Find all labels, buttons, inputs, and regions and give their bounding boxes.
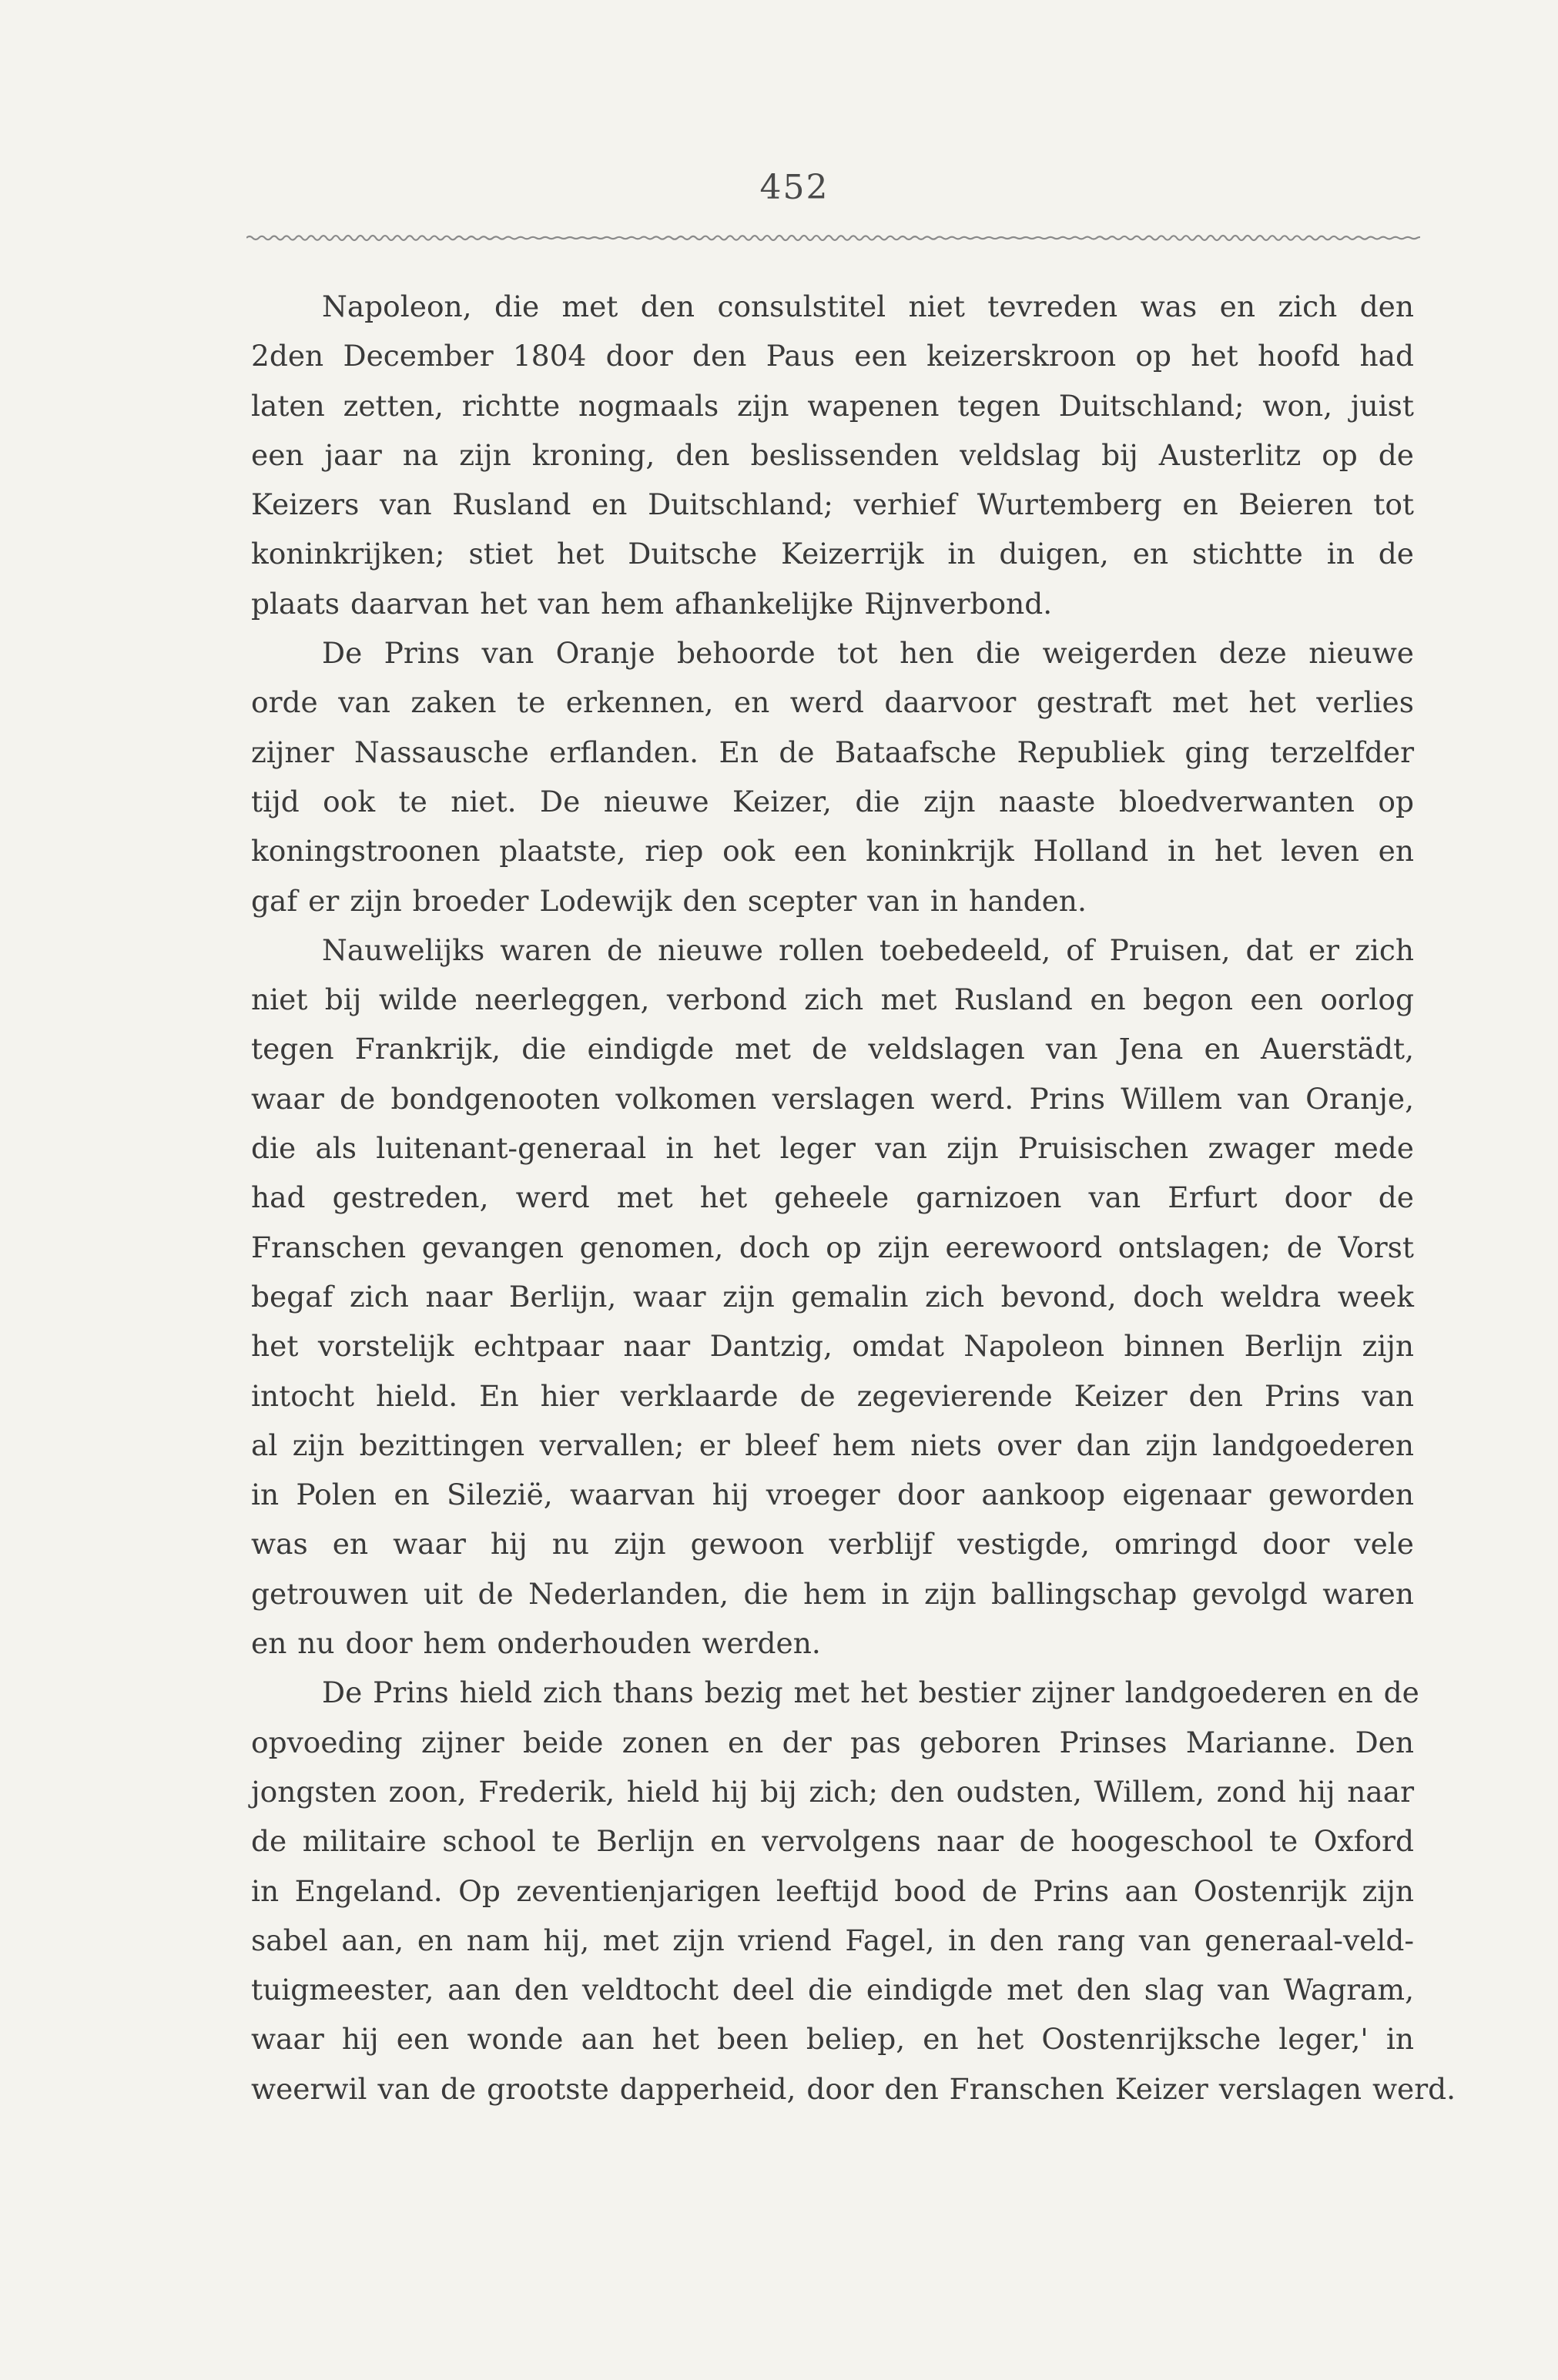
- paragraph-2: [251, 628, 1414, 926]
- text-line: Nauwelijks waren de nieuwe rollen toebedeeld, of Pruisen, dat er zich: [322, 932, 1414, 967]
- paragraph-3: [251, 926, 1414, 1668]
- paragraph-1: [251, 282, 1414, 628]
- text-line: in Polen en Silezië, waarvan hij vroeger door aankoop eigenaar geworden: [251, 1478, 1414, 1512]
- text-line: 2den December 1804 door den Paus een keizerskroon op het hoofd had: [251, 339, 1414, 373]
- text-line: niet bij wilde neerleggen, verbond zich met Rusland en begon een oorlog: [251, 982, 1414, 1017]
- text-line: die als luitenant-generaal in het leger van zijn Pruisischen zwager mede: [251, 1131, 1414, 1166]
- wavy-rule-icon: [246, 228, 1420, 248]
- text-line: laten zetten, richtte nogmaals zijn wapenen tegen Duitschland; won, juist: [251, 388, 1414, 423]
- text-line: gaf er zijn broeder Lodewijk den scepter van in handen.: [251, 883, 1087, 918]
- text-line: begaf zich naar Berlijn, waar zijn gemalin zich bevond, doch weldra week: [251, 1279, 1414, 1314]
- text-line: waar hij een wonde aan het been beliep, en het Oostenrijksche leger,' in: [251, 2022, 1414, 2057]
- text-line: De Prins van Oranje behoorde tot hen die weigerden deze nieuwe: [322, 636, 1414, 671]
- text-line: sabel aan, en nam hij, met zijn vriend Fagel, in den rang van generaal-veld-: [251, 1923, 1414, 1957]
- page-number: 452: [759, 168, 829, 207]
- text-line: in Engeland. Op zeventienjarigen leeftijd bood de Prins aan Oostenrijk zijn: [251, 1873, 1414, 1908]
- text-line: jongsten zoon, Frederik, hield hij bij zich; den oudsten, Willem, zond hij naar: [251, 1774, 1414, 1809]
- text-line: tijd ook te niet. De nieuwe Keizer, die zijn naaste bloedverwanten op: [251, 784, 1414, 818]
- text-line: de militaire school te Berlijn en vervolgens naar de hoogeschool te Oxford: [251, 1824, 1414, 1859]
- text-line: was en waar hij nu zijn gewoon verblijf vestigde, omringd door vele: [251, 1527, 1414, 1562]
- text-line: plaats daarvan het van hem afhankelijke Rijnverbond.: [251, 586, 1053, 621]
- text-line: orde van zaken te erkennen, en werd daarvoor gestraft met het verlies: [251, 685, 1414, 720]
- text-line: het vorstelijk echtpaar naar Dantzig, omdat Napoleon binnen Berlijn zijn: [251, 1329, 1414, 1364]
- text-line: intocht hield. En hier verklaarde de zegevierende Keizer den Prins van: [251, 1378, 1414, 1413]
- text-line: koninkrijken; stiet het Duitsche Keizerrijk in duigen, en stichtte in de: [251, 537, 1414, 571]
- text-line: De Prins hield zich thans bezig met het bestier zijner landgoederen en de: [322, 1675, 1419, 1710]
- text-line: waar de bondgenooten volkomen verslagen werd. Prins Willem van Oranje,: [251, 1081, 1414, 1116]
- text-line: weerwil van de grootste dapperheid, door den Franschen Keizer verslagen werd.: [251, 2071, 1456, 2106]
- body-text: [251, 282, 1456, 2114]
- text-line: en nu door hem onderhouden werden.: [251, 1626, 821, 1661]
- text-line: al zijn bezittingen vervallen; er bleef hem niets over dan zijn landgoederen: [251, 1428, 1414, 1462]
- text-line: een jaar na zijn kroning, den beslissenden veldslag bij Austerlitz op de: [251, 437, 1414, 472]
- text-line: tegen Frankrijk, die eindigde met de veldslagen van Jena en Auerstädt,: [251, 1032, 1414, 1066]
- text-line: Franschen gevangen genomen, doch op zijn eerewoord ontslagen; de Vorst: [251, 1230, 1414, 1264]
- text-line: had gestreden, werd met het geheele garnizoen van Erfurt door de: [251, 1180, 1414, 1215]
- text-line: getrouwen uit de Nederlanden, die hem in zijn ballingschap gevolgd waren: [251, 1576, 1414, 1611]
- text-line: koningstroonen plaatste, riep ook een koninkrijk Holland in het leven en: [251, 834, 1414, 869]
- text-line: opvoeding zijner beide zonen en der pas geboren Prinses Marianne. Den: [251, 1725, 1414, 1759]
- text-line: tuigmeester, aan den veldtocht deel die eindigde met den slag van Wagram,: [251, 1973, 1414, 2007]
- text-line: zijner Nassausche erflanden. En de Bataafsche Republiek ging terzelfder: [251, 735, 1414, 769]
- text-line: Napoleon, die met den consulstitel niet tevreden was en zich den: [322, 290, 1414, 323]
- paragraph-4: [251, 1668, 1456, 2114]
- text-line: Keizers van Rusland en Duitschland; verhief Wurtemberg en Beieren tot: [251, 487, 1414, 522]
